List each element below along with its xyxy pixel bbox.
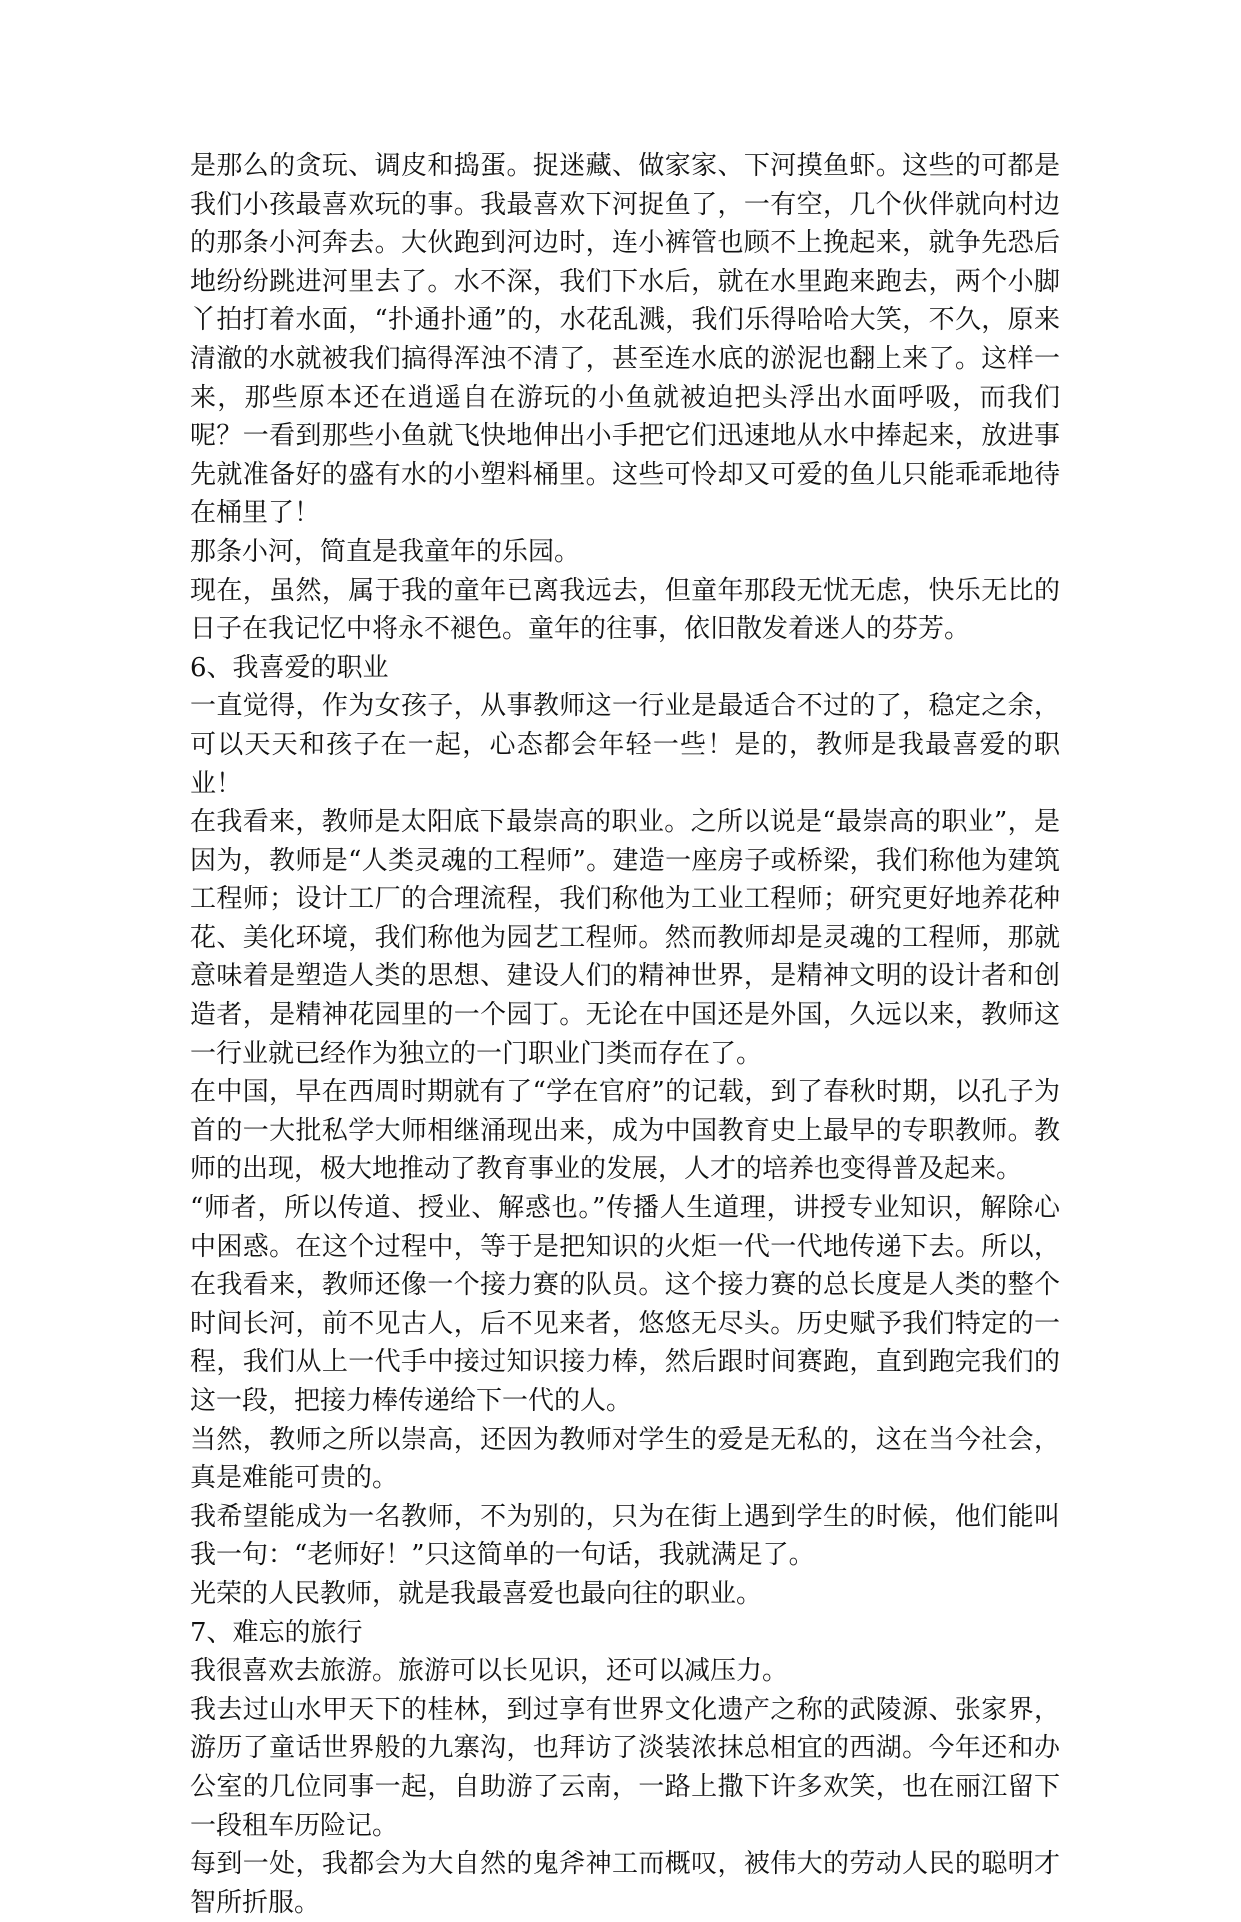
paragraph-travel-places: 我去过山水甲天下的桂林，到过享有世界文化遗产之称的武陵源、张家界，游历了童话世界般的九寨沟，也拜访了淡装浓抹总相宜的西湖。今年还和办公室的几位同事一起，自助游了云南，一路上撒下许多欢笑，也在丽江留下一段租车历险记。: [190, 1694, 1060, 1841]
section-heading-favorite-profession: 6、我喜爱的职业: [190, 652, 389, 683]
paragraph-teacher-relay: “师者，所以传道、授业、解惑也。”传播人生道理，讲授专业知识，解除心中困惑。在这个过程中，等于是把知识的火炬一代一代地传递下去。所以，在我看来，教师还像一个接力赛的队员。这个接力赛的总长度是人类的整个时间长河，前不见古人，后不见来者，悠悠无尽头。历史赋予我们特定的一程，我们从上一代手中接过知识接力棒，然后跟时间赛跑，直到跑完我们的这一段，把接力棒传递给下一代的人。: [190, 1193, 1060, 1416]
paragraph-childhood-memory: 现在，虽然，属于我的童年已离我远去，但童年那段无忧无虑，快乐无比的日子在我记忆中将永不褪色。童年的往事，依旧散发着迷人的芬芳。: [190, 575, 1060, 645]
paragraph-teacher-noblest: 在我看来，教师是太阳底下最崇高的职业。之所以说是“最崇高的职业”，是因为，教师是“人类灵魂的工程师”。建造一座房子或桥梁，我们称他为建筑工程师；设计工厂的合理流程，我们称他为工业工程师；研究更好地养花种花、美化环境，我们称他为园艺工程师。然而教师却是灵魂的工程师，那就意味着是塑造人类的思想、建设人们的精神世界，是精神文明的设计者和创造者，是精神花园里的一个园丁。无论在中国还是外国，久远以来，教师这一行业就已经作为独立的一门职业门类而存在了。: [190, 807, 1060, 1069]
paragraph-teacher-hope: 我希望能成为一名教师，不为别的，只为在街上遇到学生的时候，他们能叫我一句：“老师好！”只这简单的一句话，我就满足了。: [190, 1501, 1060, 1571]
document-page: [190, 147, 1060, 1922]
paragraph-travel-admiration: 每到一处，我都会为大自然的鬼斧神工而概叹，被伟大的劳动人民的聪明才智所折服。: [190, 1849, 1060, 1918]
paragraph-teacher-history: 在中国，早在西周时期就有了“学在官府”的记载，到了春秋时期，以孔子为首的一大批私学大师相继涌现出来，成为中国教育史上最早的专职教师。教师的出现，极大地推动了教育事业的发展，人才的培养也变得普及起来。: [190, 1077, 1060, 1185]
paragraph-childhood-river-play: 是那么的贪玩、调皮和捣蛋。捉迷藏、做家家、下河摸鱼虾。这些的可都是我们小孩最喜欢玩的事。我最喜欢下河捉鱼了，一有空，几个伙伴就向村边的那条小河奔去。大伙跑到河边时，连小裤管也顾不上挽起来，就争先恐后地纷纷跳进河里去了。水不深，我们下水后，就在水里跑来跑去，两个小脚丫拍打着水面，“扑通扑通”的，水花乱溅，我们乐得哈哈大笑，不久，原来清澈的水就被我们搞得浑浊不清了，甚至连水底的淤泥也翻上来了。这样一来，那些原本还在逍遥自在游玩的小鱼就被迫把头浮出水面呼吸，而我们呢？一看到那些小鱼就飞快地伸出小手把它们迅速地从水中捧起来，放进事先就准备好的盛有水的小塑料桶里。这些可怜却又可爱的鱼儿只能乖乖地待在桶里了！: [190, 151, 1060, 529]
paragraph-teacher-conclusion: 光荣的人民教师，就是我最喜爱也最向往的职业。: [190, 1578, 763, 1609]
section-heading-memorable-trip: 7、难忘的旅行: [190, 1617, 363, 1648]
paragraph-teacher-selfless-love: 当然，教师之所以崇高，还因为教师对学生的爱是无私的，这在当今社会，真是难能可贵的。: [190, 1424, 1060, 1494]
paragraph-travel-intro: 我很喜欢去旅游。旅游可以长见识，还可以减压力。: [190, 1656, 789, 1687]
paragraph-river-paradise: 那条小河，简直是我童年的乐园。: [190, 536, 581, 567]
paragraph-teacher-intro: 一直觉得，作为女孩子，从事教师这一行业是最适合不过的了，稳定之余，可以天天和孩子在一起，心态都会年轻一些！是的，教师是我最喜爱的职业！: [190, 691, 1060, 799]
